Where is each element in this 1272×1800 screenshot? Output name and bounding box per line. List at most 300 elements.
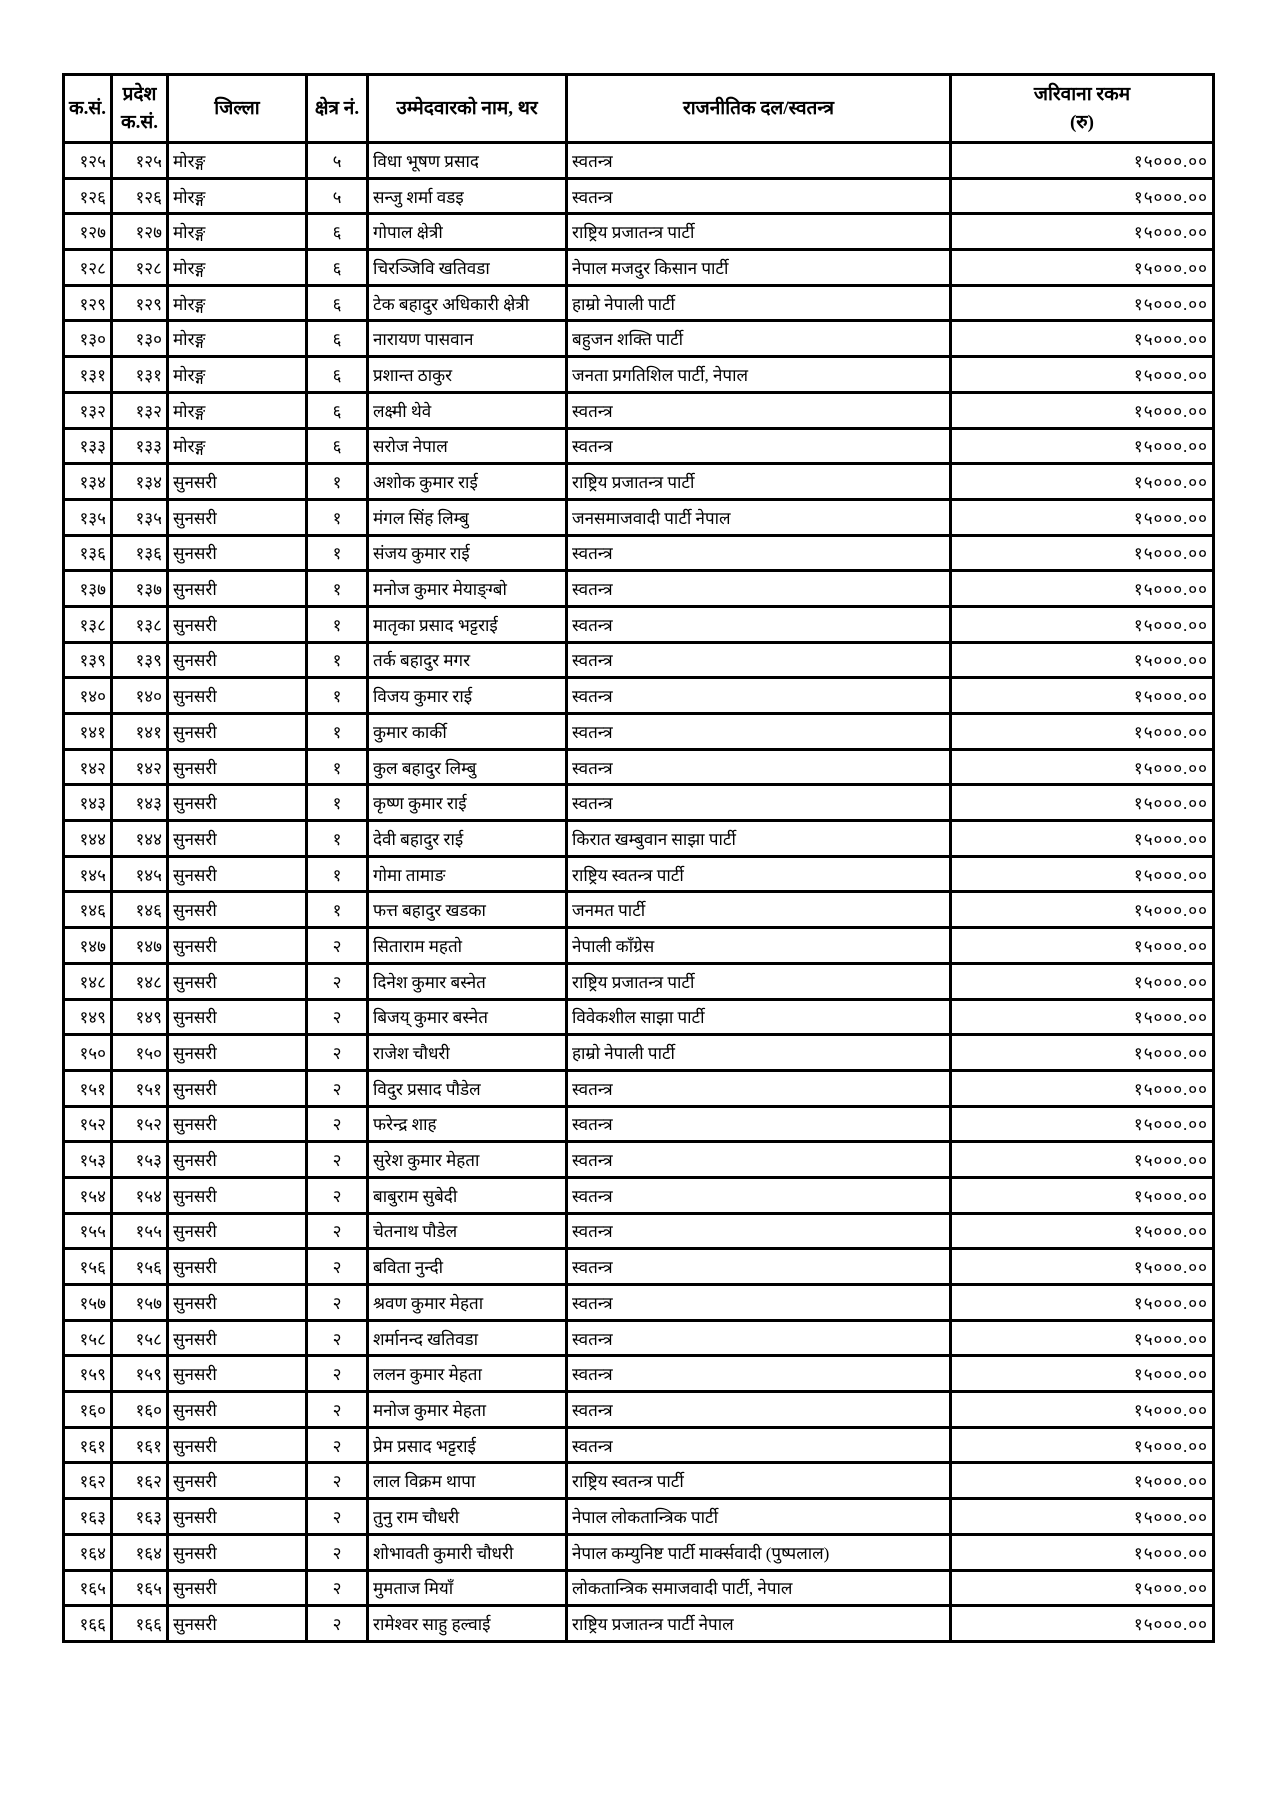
cell-political-party: बहुजन शक्ति पार्टी [567,321,951,357]
cell-province-serial-number: १५५ [112,1213,168,1249]
cell-fine-amount: १५०००.०० [951,642,1214,678]
table-row [64,285,1214,321]
cell-province-serial-number: १५९ [112,1356,168,1392]
cell-province-serial-number: १४३ [112,785,168,821]
cell-political-party: स्वतन्त्र [567,606,951,642]
table-row [64,642,1214,678]
cell-province-serial-number: १३१ [112,357,168,393]
cell-constituency-number: १ [307,785,368,821]
cell-province-serial-number: १५४ [112,1177,168,1213]
cell-province-serial-number: १३६ [112,535,168,571]
header-row [64,75,1214,143]
cell-fine-amount: १५०००.०० [951,178,1214,214]
cell-serial-number: १२७ [64,214,112,250]
cell-serial-number: १४२ [64,749,112,785]
table-row [64,178,1214,214]
cell-province-serial-number: १३८ [112,606,168,642]
cell-constituency-number: २ [307,1177,368,1213]
cell-political-party: लोकतान्त्रिक समाजवादी पार्टी, नेपाल [567,1570,951,1606]
candidate-fines-table [62,73,1215,1643]
cell-fine-amount: १५०००.०० [951,1499,1214,1535]
table-row [64,1320,1214,1356]
cell-fine-amount: १५०००.०० [951,1320,1214,1356]
cell-political-party: जनता प्रगतिशिल पार्टी, नेपाल [567,357,951,393]
cell-serial-number: १२६ [64,178,112,214]
cell-serial-number: १५७ [64,1285,112,1321]
cell-constituency-number: १ [307,606,368,642]
cell-district: सुनसरी [168,1606,307,1642]
cell-fine-amount: १५०००.०० [951,1570,1214,1606]
cell-district: सुनसरी [168,821,307,857]
header-constituency-number: क्षेत्र नं. [307,75,368,143]
cell-district: सुनसरी [168,892,307,928]
cell-candidate-name: मनोज कुमार मेयाङ्ग्बो [368,571,567,607]
cell-constituency-number: २ [307,1106,368,1142]
cell-serial-number: १३२ [64,392,112,428]
cell-political-party: राष्ट्रिय स्वतन्त्र पार्टी [567,1463,951,1499]
cell-province-serial-number: १६३ [112,1499,168,1535]
cell-serial-number: १४१ [64,714,112,750]
cell-district: सुनसरी [168,535,307,571]
cell-district: सुनसरी [168,1356,307,1392]
cell-district: सुनसरी [168,999,307,1035]
cell-serial-number: १६३ [64,1499,112,1535]
cell-political-party: जनमत पार्टी [567,892,951,928]
cell-serial-number: १३३ [64,428,112,464]
cell-candidate-name: फत्त बहादुर खडका [368,892,567,928]
cell-serial-number: १५३ [64,1142,112,1178]
cell-district: मोरङ्ग [168,214,307,250]
table-row [64,1106,1214,1142]
cell-province-serial-number: १६१ [112,1427,168,1463]
cell-candidate-name: कुमार कार्की [368,714,567,750]
cell-political-party: स्वतन्त्र [567,1392,951,1428]
cell-fine-amount: १५०००.०० [951,1035,1214,1071]
cell-district: सुनसरी [168,1035,307,1071]
cell-political-party: राष्ट्रिय प्रजातन्त्र पार्टी [567,464,951,500]
cell-candidate-name: गोपाल क्षेत्री [368,214,567,250]
cell-political-party: स्वतन्त्र [567,535,951,571]
cell-serial-number: १५५ [64,1213,112,1249]
cell-constituency-number: २ [307,1392,368,1428]
header-province-serial-number [112,75,168,143]
header-serial-number: क.सं. [64,75,112,143]
table-row [64,1499,1214,1535]
cell-constituency-number: ६ [307,357,368,393]
cell-political-party: नेपाल कम्युनिष्ट पार्टी मार्क्सवादी (पुष्पलाल) [567,1534,951,1570]
cell-province-serial-number: १२५ [112,143,168,179]
cell-constituency-number: १ [307,464,368,500]
cell-candidate-name: मंगल सिंह लिम्बु [368,499,567,535]
cell-candidate-name: बिजय् कुमार बस्नेत [368,999,567,1035]
cell-constituency-number: ६ [307,392,368,428]
table-row [64,1534,1214,1570]
cell-candidate-name: लक्ष्मी थेवे [368,392,567,428]
cell-province-serial-number: १५० [112,1035,168,1071]
cell-candidate-name: तुनु राम चौधरी [368,1499,567,1535]
table-row [64,250,1214,286]
cell-serial-number: १४८ [64,963,112,999]
cell-constituency-number: २ [307,1499,368,1535]
cell-constituency-number: १ [307,892,368,928]
cell-serial-number: १४० [64,678,112,714]
cell-constituency-number: १ [307,535,368,571]
cell-candidate-name: मुमताज मियाँ [368,1570,567,1606]
cell-fine-amount: १५०००.०० [951,1356,1214,1392]
cell-serial-number: १४३ [64,785,112,821]
cell-province-serial-number: १६६ [112,1606,168,1642]
cell-political-party: स्वतन्त्र [567,1106,951,1142]
cell-political-party: स्वतन्त्र [567,1249,951,1285]
cell-province-serial-number: १२९ [112,285,168,321]
cell-candidate-name: कुल बहादुर लिम्बु [368,749,567,785]
cell-fine-amount: १५०००.०० [951,1177,1214,1213]
cell-province-serial-number: १४७ [112,928,168,964]
table-row [64,321,1214,357]
cell-candidate-name: रामेश्वर साहु हल्वाई [368,1606,567,1642]
cell-serial-number: १५८ [64,1320,112,1356]
cell-district: मोरङ्ग [168,143,307,179]
cell-constituency-number: २ [307,999,368,1035]
cell-province-serial-number: १२६ [112,178,168,214]
cell-serial-number: १३५ [64,499,112,535]
cell-constituency-number: १ [307,749,368,785]
cell-fine-amount: १५०००.०० [951,1427,1214,1463]
cell-serial-number: १५६ [64,1249,112,1285]
cell-fine-amount: १५०००.०० [951,214,1214,250]
cell-district: सुनसरी [168,1106,307,1142]
cell-constituency-number: २ [307,1463,368,1499]
cell-province-serial-number: १२८ [112,250,168,286]
cell-district: मोरङ्ग [168,392,307,428]
table-row [64,428,1214,464]
cell-constituency-number: १ [307,714,368,750]
cell-district: सुनसरी [168,714,307,750]
cell-province-serial-number: १५३ [112,1142,168,1178]
cell-fine-amount: १५०००.०० [951,999,1214,1035]
cell-fine-amount: १५०००.०० [951,678,1214,714]
cell-constituency-number: २ [307,1142,368,1178]
cell-constituency-number: १ [307,499,368,535]
cell-candidate-name: सरोज नेपाल [368,428,567,464]
cell-political-party: राष्ट्रिय प्रजातन्त्र पार्टी [567,214,951,250]
cell-constituency-number: २ [307,928,368,964]
cell-district: सुनसरी [168,1249,307,1285]
cell-political-party: स्वतन्त्र [567,714,951,750]
cell-constituency-number: ५ [307,178,368,214]
cell-province-serial-number: १५१ [112,1070,168,1106]
table-row [64,928,1214,964]
cell-candidate-name: विधा भूषण प्रसाद [368,143,567,179]
cell-province-serial-number: १३९ [112,642,168,678]
table-row [64,1142,1214,1178]
cell-province-serial-number: १६० [112,1392,168,1428]
cell-province-serial-number: १४९ [112,999,168,1035]
cell-political-party: स्वतन्त्र [567,749,951,785]
cell-district: सुनसरी [168,1534,307,1570]
cell-fine-amount: १५०००.०० [951,892,1214,928]
cell-province-serial-number: १३७ [112,571,168,607]
cell-province-serial-number: १५७ [112,1285,168,1321]
cell-fine-amount: १५०००.०० [951,499,1214,535]
table-row [64,999,1214,1035]
cell-serial-number: १४६ [64,892,112,928]
cell-serial-number: १३७ [64,571,112,607]
cell-serial-number: १६४ [64,1534,112,1570]
cell-political-party: स्वतन्त्र [567,1285,951,1321]
table-row [64,1249,1214,1285]
cell-district: सुनसरी [168,1213,307,1249]
cell-fine-amount: १५०००.०० [951,571,1214,607]
cell-political-party: स्वतन्त्र [567,785,951,821]
header-province-serial-line2: क.सं. [121,111,158,133]
table-row [64,214,1214,250]
cell-serial-number: १५४ [64,1177,112,1213]
cell-province-serial-number: १४१ [112,714,168,750]
cell-fine-amount: १५०००.०० [951,1534,1214,1570]
cell-district: सुनसरी [168,749,307,785]
cell-fine-amount: १५०००.०० [951,1213,1214,1249]
table-row [64,535,1214,571]
table-row [64,392,1214,428]
header-district: जिल्ला [168,75,307,143]
table-row [64,464,1214,500]
cell-district: सुनसरी [168,928,307,964]
cell-candidate-name: सिताराम महतो [368,928,567,964]
cell-district: मोरङ्ग [168,321,307,357]
cell-fine-amount: १५०००.०० [951,357,1214,393]
cell-candidate-name: लाल विक्रम थापा [368,1463,567,1499]
cell-fine-amount: १५०००.०० [951,1070,1214,1106]
cell-political-party: राष्ट्रिय स्वतन्त्र पार्टी [567,856,951,892]
cell-constituency-number: २ [307,1570,368,1606]
cell-fine-amount: १५०००.०० [951,1392,1214,1428]
cell-candidate-name: तर्क बहादुर मगर [368,642,567,678]
cell-candidate-name: विजय कुमार राई [368,678,567,714]
cell-serial-number: १३९ [64,642,112,678]
cell-district: सुनसरी [168,464,307,500]
cell-candidate-name: मनोज कुमार मेहता [368,1392,567,1428]
cell-constituency-number: २ [307,1249,368,1285]
cell-district: सुनसरी [168,1177,307,1213]
table-row [64,892,1214,928]
cell-district: सुनसरी [168,1320,307,1356]
cell-political-party: स्वतन्त्र [567,1356,951,1392]
cell-district: मोरङ्ग [168,285,307,321]
cell-fine-amount: १५०००.०० [951,143,1214,179]
table-row [64,499,1214,535]
cell-fine-amount: १५०००.०० [951,856,1214,892]
cell-political-party: स्वतन्त्र [567,1320,951,1356]
cell-province-serial-number: १४५ [112,856,168,892]
cell-political-party: नेपाल मजदुर किसान पार्टी [567,250,951,286]
cell-district: सुनसरी [168,606,307,642]
cell-political-party: राष्ट्रिय प्रजातन्त्र पार्टी [567,963,951,999]
cell-province-serial-number: १६२ [112,1463,168,1499]
table-row [64,1035,1214,1071]
table-row [64,678,1214,714]
cell-province-serial-number: १६४ [112,1534,168,1570]
cell-province-serial-number: १२७ [112,214,168,250]
cell-candidate-name: दिनेश कुमार बस्नेत [368,963,567,999]
cell-fine-amount: १५०००.०० [951,1606,1214,1642]
cell-constituency-number: २ [307,1320,368,1356]
cell-constituency-number: ६ [307,285,368,321]
cell-serial-number: १५२ [64,1106,112,1142]
cell-constituency-number: २ [307,1285,368,1321]
cell-district: सुनसरी [168,642,307,678]
cell-constituency-number: २ [307,1213,368,1249]
cell-fine-amount: १५०००.०० [951,535,1214,571]
cell-district: सुनसरी [168,1392,307,1428]
cell-fine-amount: १५०००.०० [951,1142,1214,1178]
table-row [64,357,1214,393]
cell-district: सुनसरी [168,1070,307,1106]
cell-constituency-number: ६ [307,321,368,357]
table-header [64,75,1214,143]
cell-political-party: स्वतन्त्र [567,571,951,607]
table-row [64,749,1214,785]
cell-candidate-name: प्रशान्त ठाकुर [368,357,567,393]
cell-candidate-name: विदुर प्रसाद पौडेल [368,1070,567,1106]
table-row [64,1427,1214,1463]
cell-province-serial-number: १३५ [112,499,168,535]
cell-fine-amount: १५०००.०० [951,464,1214,500]
cell-district: सुनसरी [168,1463,307,1499]
cell-fine-amount: १५०००.०० [951,963,1214,999]
cell-candidate-name: प्रेम प्रसाद भट्टराई [368,1427,567,1463]
cell-constituency-number: २ [307,1070,368,1106]
table-row [64,1392,1214,1428]
cell-serial-number: १५० [64,1035,112,1071]
cell-serial-number: १२५ [64,143,112,179]
cell-political-party: स्वतन्त्र [567,678,951,714]
cell-serial-number: १३६ [64,535,112,571]
cell-constituency-number: २ [307,963,368,999]
cell-constituency-number: १ [307,642,368,678]
cell-district: मोरङ्ग [168,428,307,464]
cell-candidate-name: शोभावती कुमारी चौधरी [368,1534,567,1570]
cell-serial-number: १४९ [64,999,112,1035]
cell-political-party: स्वतन्त्र [567,1070,951,1106]
header-fine-amount-line2: (रु) [1069,111,1095,133]
cell-serial-number: १२८ [64,250,112,286]
cell-constituency-number: २ [307,1427,368,1463]
cell-candidate-name: श्रवण कुमार मेहता [368,1285,567,1321]
cell-candidate-name: चिरञ्जिवि खतिवडा [368,250,567,286]
cell-constituency-number: २ [307,1606,368,1642]
table-row [64,963,1214,999]
cell-serial-number: १४५ [64,856,112,892]
cell-province-serial-number: १३३ [112,428,168,464]
cell-serial-number: १५१ [64,1070,112,1106]
table-row [64,1463,1214,1499]
cell-serial-number: १३४ [64,464,112,500]
header-fine-amount [951,75,1214,143]
cell-constituency-number: २ [307,1534,368,1570]
cell-political-party: स्वतन्त्र [567,428,951,464]
cell-district: सुनसरी [168,1285,307,1321]
table-row [64,1356,1214,1392]
cell-serial-number: १४७ [64,928,112,964]
cell-constituency-number: १ [307,571,368,607]
cell-political-party: विवेकशील साझा पार्टी [567,999,951,1035]
table-row [64,606,1214,642]
cell-fine-amount: १५०००.०० [951,1106,1214,1142]
cell-province-serial-number: १४० [112,678,168,714]
cell-serial-number: १६५ [64,1570,112,1606]
cell-constituency-number: १ [307,678,368,714]
cell-fine-amount: १५०००.०० [951,1285,1214,1321]
cell-political-party: किरात खम्बुवान साझा पार्टी [567,821,951,857]
table-row [64,571,1214,607]
cell-constituency-number: १ [307,856,368,892]
cell-political-party: नेपाल लोकतान्त्रिक पार्टी [567,1499,951,1535]
cell-political-party: स्वतन्त्र [567,642,951,678]
table-row [64,1606,1214,1642]
cell-political-party: नेपाली काँग्रेस [567,928,951,964]
cell-constituency-number: ६ [307,214,368,250]
table-row [64,1570,1214,1606]
table-row [64,1285,1214,1321]
cell-district: सुनसरी [168,499,307,535]
cell-candidate-name: बाबुराम सुबेदी [368,1177,567,1213]
cell-district: सुनसरी [168,856,307,892]
cell-candidate-name: गोमा तामाङ [368,856,567,892]
cell-fine-amount: १५०००.०० [951,928,1214,964]
cell-candidate-name: संजय कुमार राई [368,535,567,571]
cell-serial-number: १६१ [64,1427,112,1463]
table-row [64,785,1214,821]
cell-serial-number: १२९ [64,285,112,321]
cell-serial-number: १६० [64,1392,112,1428]
cell-political-party: स्वतन्त्र [567,392,951,428]
cell-fine-amount: १५०००.०० [951,1249,1214,1285]
cell-fine-amount: १५०००.०० [951,821,1214,857]
cell-candidate-name: सन्जु शर्मा वडइ [368,178,567,214]
cell-constituency-number: ६ [307,250,368,286]
cell-serial-number: १६६ [64,1606,112,1642]
cell-district: सुनसरी [168,678,307,714]
cell-province-serial-number: १४२ [112,749,168,785]
cell-candidate-name: राजेश चौधरी [368,1035,567,1071]
cell-fine-amount: १५०००.०० [951,321,1214,357]
cell-candidate-name: कृष्ण कुमार राई [368,785,567,821]
table-row [64,1070,1214,1106]
cell-serial-number: १५९ [64,1356,112,1392]
cell-serial-number: १३८ [64,606,112,642]
cell-province-serial-number: १३० [112,321,168,357]
cell-fine-amount: १५०००.०० [951,285,1214,321]
cell-fine-amount: १५०००.०० [951,428,1214,464]
cell-political-party: स्वतन्त्र [567,1177,951,1213]
table-body [64,143,1214,1642]
cell-district: मोरङ्ग [168,357,307,393]
cell-candidate-name: बविता नुन्दी [368,1249,567,1285]
cell-district: सुनसरी [168,1499,307,1535]
cell-fine-amount: १५०००.०० [951,749,1214,785]
cell-district: सुनसरी [168,785,307,821]
cell-district: मोरङ्ग [168,250,307,286]
cell-political-party: स्वतन्त्र [567,1142,951,1178]
cell-province-serial-number: १३२ [112,392,168,428]
table-row [64,143,1214,179]
cell-candidate-name: शर्मानन्द खतिवडा [368,1320,567,1356]
cell-province-serial-number: १३४ [112,464,168,500]
table-row [64,714,1214,750]
table-row [64,856,1214,892]
cell-province-serial-number: १६५ [112,1570,168,1606]
